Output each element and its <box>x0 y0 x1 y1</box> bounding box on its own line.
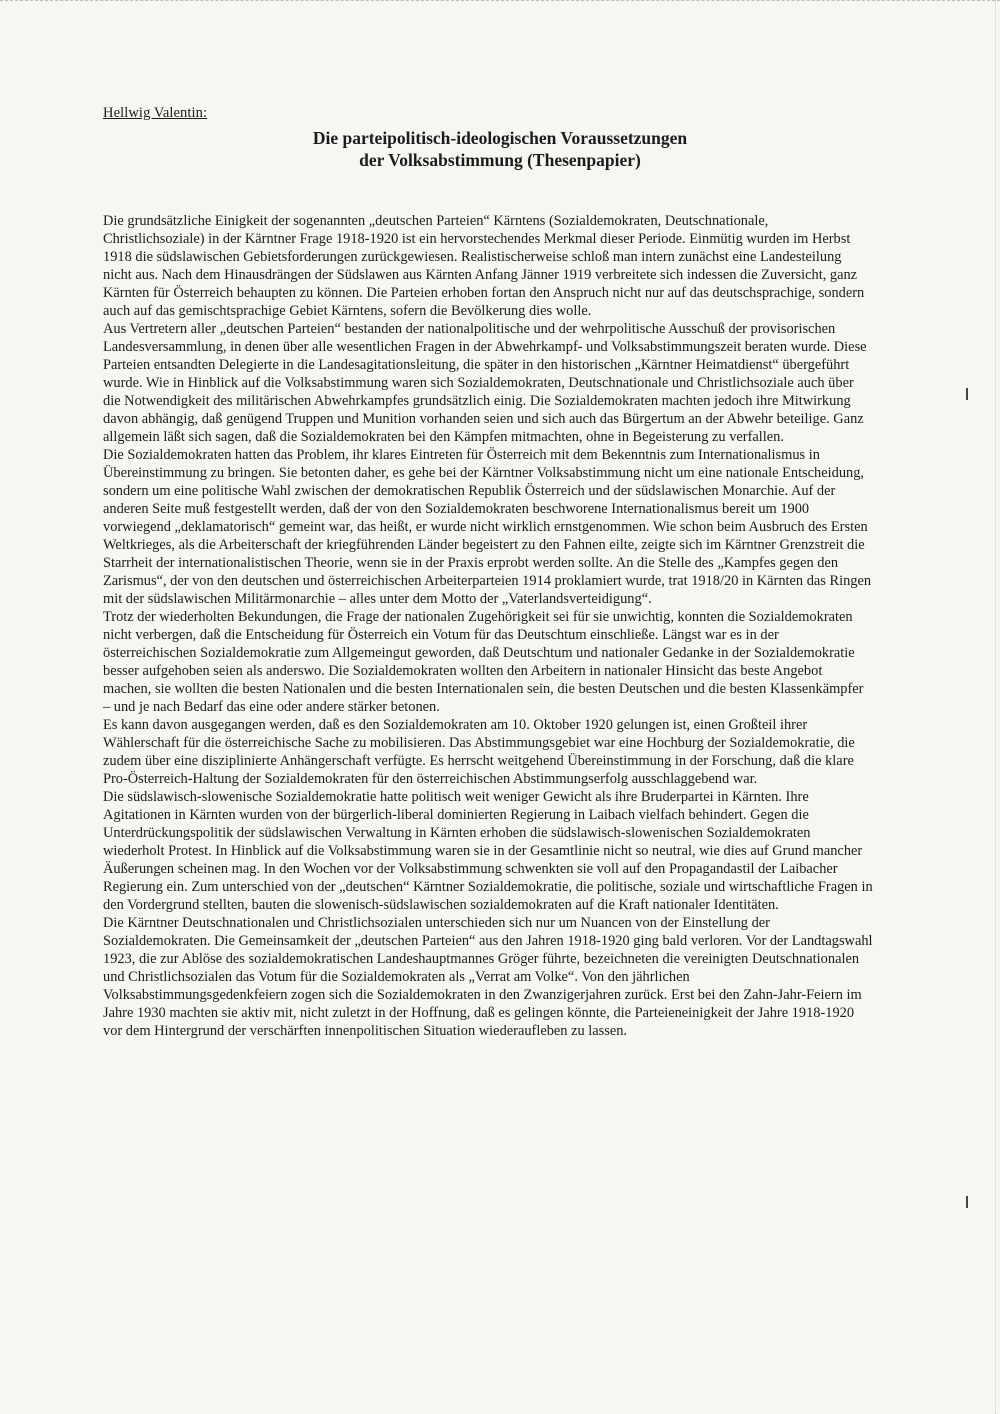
scan-top-edge <box>0 0 1000 7</box>
document-body <box>103 212 873 1040</box>
paragraph-3: Die Sozialdemokraten hatten das Problem, ihr klares Eintreten für Österreich mit dem Bekenntnis zum Internationalismus in Übereinstimmung zu bringen. Sie betonten daher, es gehe bei der Kärntner Volksabstimmung nicht um eine nationale Entscheidung, sondern um eine politische Wahl zwischen der demokratischen Republik Österreich und der südslawischen Monarchie. Auf der anderen Seite muß festgestellt werden, daß der von den Sozialdemokraten beschworene Internationalismus bereit um 1900 vorwiegend „deklamatorisch“ gemeint war, das heißt, er wurde nicht wirklich ernstgenommen. Wie schon beim Ausbruch des Ersten Weltkrieges, als die Arbeiterschaft der kriegführenden Länder begeistert zu den Fahnen eilte, zeigte sich im Kärntner Grenzstreit die Starrheit der internationalistischen Theorie, wenn sie in der Praxis erprobt werden sollte. An die Stelle des „Kampfes gegen den Zarismus“, der von den deutschen und österreichischen Arbeiterparteien 1914 proklamiert wurde, trat 1918/20 in Kärnten das Ringen mit der südslawischen Militärmonarchie – alles unter dem Motto der „Vaterlandsverteidigung“. <box>103 447 872 607</box>
scan-margin-mark <box>966 388 968 400</box>
paragraph-2: Aus Vertretern aller „deutschen Parteien“ bestanden der nationalpolitische und der wehrpolitische Ausschuß der provisorischen Landesversammlung, in denen über alle wesentlichen Fragen in der Abwehrkampf- und Volksabstimmungszeit beraten wurde. Diese Parteien entsandten Delegierte in die Landesagitationsleitung, die später in den historischen „Kärntner Heimatdienst“ übergeführt wurde. Wie in Hinblick auf die Volksabstimmung waren sich Sozialdemokraten, Deutschnationale und Christlichsoziale auch über die Notwendigkeit des militärischen Abwehrkampfes grundsätzlich einig. Die Sozialdemokraten machten jedoch ihre Mitwirkung davon abhängig, daß genügend Truppen und Munition vorhanden seien und sich auch das Bürgertum an der Abwehr beteilige. Ganz allgemein läßt sich sagen, daß die Sozialdemokraten bei den Kämpfen mitmachten, ohne in Begeisterung zu verfallen. <box>103 321 867 445</box>
title-line-2: der Volksabstimmung (Thesenpapier) <box>359 150 641 170</box>
paragraph-6: Die südslawisch-slowenische Sozialdemokratie hatte politisch weit weniger Gewicht als ihre Bruderpartei in Kärnten. Ihre Agitationen in Kärnten wurden von der bürgerlich-liberal dominierten Regierung in Laibach vielfach behindert. Gegen die Unterdrückungspolitik der südslawischen Verwaltung in Kärnten erhoben die südslawisch-slowenischen Sozialdemokraten wiederholt Protest. In Hinblick auf die Volksabstimmung waren sie in der Gesamtlinie nicht so neutral, wie dies auf Grund mancher Äußerungen scheinen mag. In den Wochen vor der Volksabstimmung schwenkten sie voll auf den Propagandastil der Laibacher Regierung ein. Zum unterschied von der „deutschen“ Kärntner Sozialdemokratie, die politische, soziale und wirtschaftliche Fragen in den Vordergrund stellten, bauten die slowenisch-südslawischen sozialdemokraten auf die Kraft nationaler Identitäten. <box>103 789 873 913</box>
author-name: Hellwig Valentin: <box>103 105 208 121</box>
paragraph-1: Die grundsätzliche Einigkeit der sogenannten „deutschen Parteien“ Kärntens (Sozialdemokraten, Deutschnationale, Christlichsoziale) in der Kärntner Frage 1918-1920 ist ein hervorstechendes Merkmal dieser Periode. Einmütig wurden im Herbst 1918 die südslawischen Gebietsforderungen zurückgewiesen. Realistischerweise schloß man intern zunächst eine Landesteilung nicht aus. Nach dem Hinausdrängen der Südslawen aus Kärnten Anfang Jänner 1919 verbreitete sich indessen die Zuversicht, ganz Kärnten für Österreich behaupten zu können. Die Parteien erhoben fortan den Anspruch nicht nur auf das deutschsprachige, sondern auch auf das gemischtsprachige Gebiet Kärntens, sofern die Bevölkerung dies wolle. <box>103 213 865 319</box>
document-title <box>150 127 850 171</box>
title-line-1: Die parteipolitisch-ideologischen Voraussetzungen <box>312 128 688 148</box>
paragraph-7: Die Kärntner Deutschnationalen und Christlichsozialen unterschieden sich nur um Nuancen von der Einstellung der Sozialdemokraten. Die Gemeinsamkeit der „deutschen Parteien“ aus den Jahren 1918-1920 ging bald verloren. Vor der Landtagswahl 1923, die zur Ablöse des sozialdemokratischen Landeshauptmannes Gröger führte, bezeichneten die vereinigten Deutschnationalen und Christlichsozialen das Votum für die Sozialdemokraten als „Verrat am Volke“. Von den jährlichen Volksabstimmungsgedenkfeiern zogen sich die Sozialdemokraten in den Zwanzigerjahren zurück. Erst bei den Zahn-Jahr-Feiern im Jahre 1930 machten sie aktiv mit, nicht zuletzt in der Hoffnung, daß es gelingen könnte, die Parteieneinigkeit der Jahre 1918-1920 vor dem Hintergrund der verschärften innenpolitischen Situation wiederaufleben zu lassen. <box>103 915 873 1039</box>
paragraph-4: Trotz der wiederholten Bekundungen, die Frage der nationalen Zugehörigkeit sei für sie unwichtig, konnten die Sozialdemokraten nicht verbergen, daß die Entscheidung für Österreich ein Votum für das Deutschtum einschließe. Längst war es in der österreichischen Sozialdemokratie zum Allgemeingut geworden, daß Deutschtum und nationaler Gedanke in der Sozialdemokratie besser aufgehoben seien als anderswo. Die Sozialdemokraten wollten den Arbeitern in nationaler Hinsicht das beste Angebot machen, sie wollten die besten Nationalen und die besten Internationalen sein, die besten Deutschen und die besten Klassenkämpfer – und je nach Bedarf das eine oder andere stärker betonen. <box>103 609 864 715</box>
paragraph-5: Es kann davon ausgegangen werden, daß es den Sozialdemokraten am 10. Oktober 1920 gelungen ist, einen Großteil ihrer Wählerschaft für die österreichische Sache zu mobilisieren. Das Abstimmungsgebiet war eine Hochburg der Sozialdemokratie, die zudem über eine disziplinierte Anhängerschaft verfügte. Es herrscht weitgehend Übereinstimmung in der Forschung, daß die klare Pro-Österreich-Haltung der Sozialdemokraten für den österreichischen Abstimmungserfolg ausschlaggebend war. <box>103 717 855 787</box>
scan-margin-mark <box>966 1196 968 1208</box>
scan-right-edge <box>993 0 996 1414</box>
